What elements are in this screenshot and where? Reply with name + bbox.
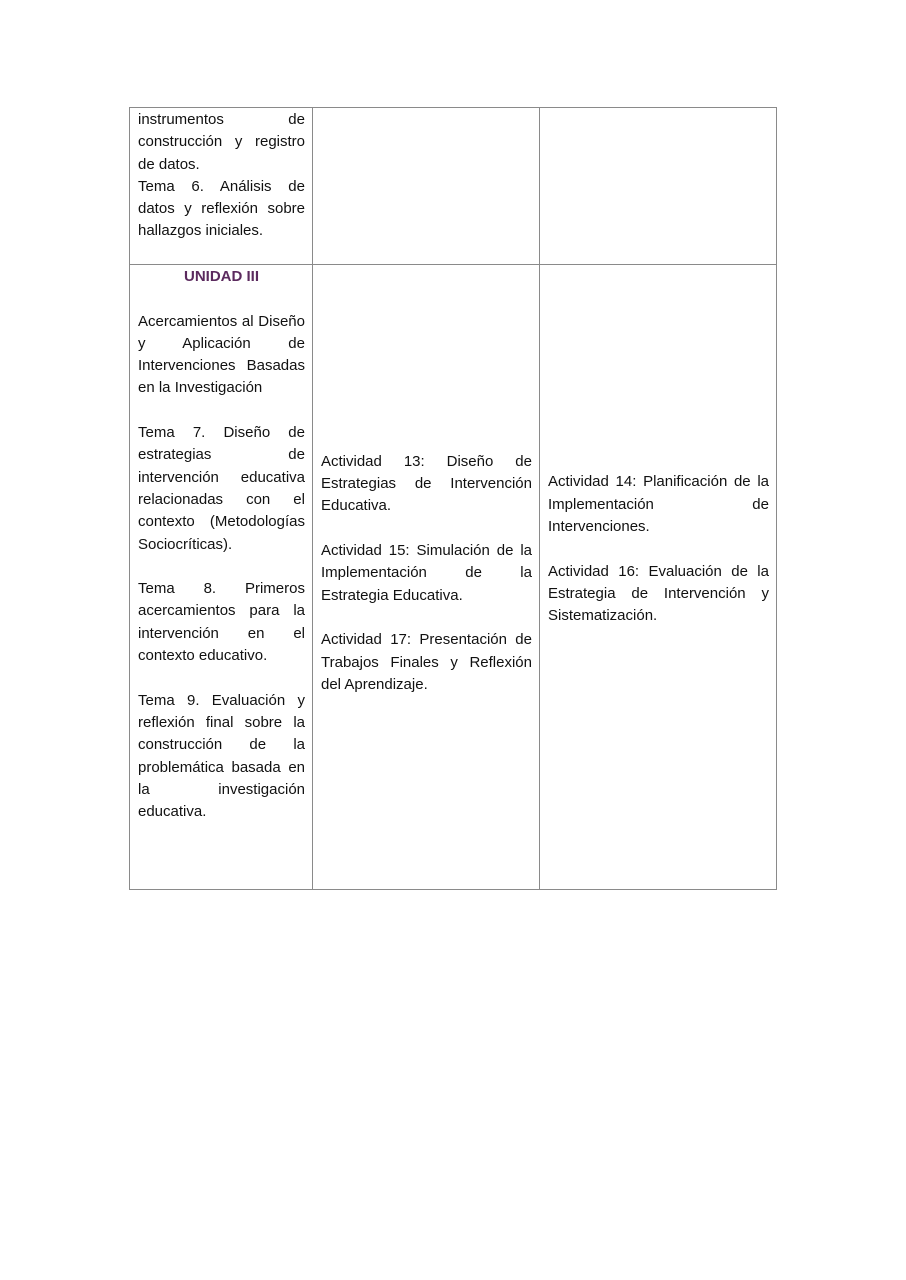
activity-text: Actividad 16: Evaluación de la Estrategia de Intervención y Sistematización. xyxy=(548,562,769,625)
unit-title: UNIDAD III xyxy=(184,268,259,285)
unit-description: Acercamientos al Diseño y Aplicación de Intervenciones Basadas en la Investigación xyxy=(138,312,305,397)
table-row xyxy=(130,108,777,265)
topic-text: Tema 6. Análisis de datos y reflexión sobre hallazgos iniciales. xyxy=(138,177,305,240)
activities-cell xyxy=(313,265,540,890)
activity-text: Actividad 13: Diseño de Estrategias de Intervención Educativa. xyxy=(321,452,532,515)
activities-cell xyxy=(313,108,540,265)
activity-text: Actividad 14: Planificación de la Implementación de Intervenciones. xyxy=(548,473,769,536)
topics-cell xyxy=(130,108,313,265)
course-plan-table xyxy=(129,107,777,890)
topic-text: instrumentos de construcción y registro de datos. xyxy=(138,111,305,173)
topic-text: Tema 9. Evaluación y reflexión final sobre la construcción de la problemática basada en la investigación educativa. xyxy=(138,691,305,821)
topic-text: Tema 8. Primeros acercamientos para la intervención en el contexto educativo. xyxy=(138,580,305,665)
topics-cell xyxy=(130,265,313,890)
activity-text: Actividad 17: Presentación de Trabajos Finales y Reflexión del Aprendizaje. xyxy=(321,631,532,693)
activity-text: Actividad 15: Simulación de la Implementación de la Estrategia Educativa. xyxy=(321,542,532,604)
table-row xyxy=(130,265,777,890)
topic-text: Tema 7. Diseño de estrategias de intervención educativa relacionadas con el contexto (Metodologías Sociocríticas). xyxy=(138,424,305,553)
activities-cell xyxy=(540,265,777,890)
activities-cell xyxy=(540,108,777,265)
